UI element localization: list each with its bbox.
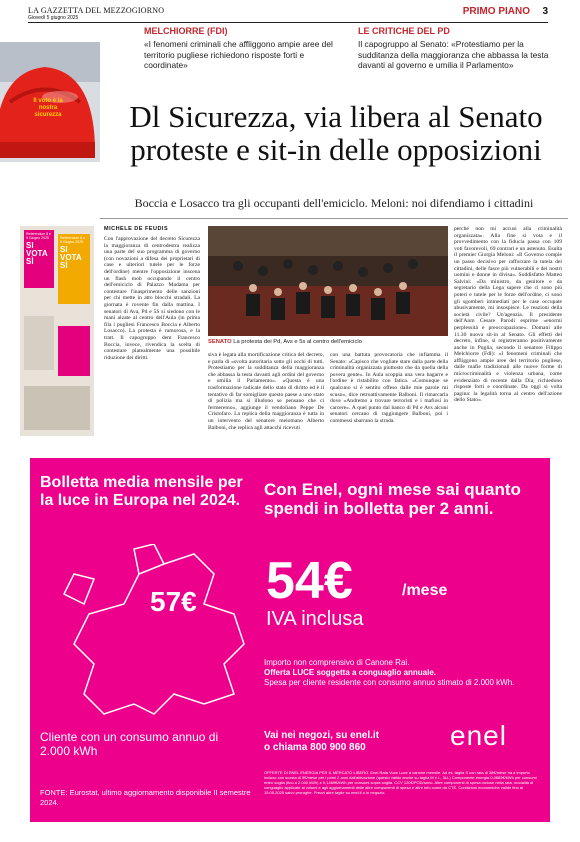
- headline-line-2: proteste e sit-in delle opposizioni: [130, 132, 542, 167]
- enel-price: 54€: [266, 552, 353, 610]
- issue-date: Giovedì 5 giugno 2025: [28, 15, 79, 21]
- article-column-3: con una battuta provocatoria che infiamma il Senato: «Capisco che vogliate stare dalla parte della criminalità organizzata piuttosto che da quella della povera gente». In Aula scoppia una vera bagarre e l'ordine è ristabilito con fatica. «Comunque se qualcuno si è sentito offeso dalle mie parole mi scuso», dice retroattivamente Balboni. Il rimarcarla dove «Andremo a trovare terroristi e i mafiosi in carcere». A quel punto dal banco di Pd e Avs alcuni senatori cercano di raggiungere Balboni, poi i commessi sbarrano la strada.: [330, 352, 448, 424]
- enel-advertisement: [30, 458, 550, 822]
- fine-print-2: Offerta LUCE soggetta a conguaglio annuale.: [264, 668, 437, 677]
- poster-pink: [58, 326, 90, 376]
- poster-bottom: [24, 386, 90, 430]
- cta-line-2: o chiama 800 900 860: [264, 742, 366, 753]
- poster: [58, 234, 90, 304]
- article-column-1: Con l'approvazione del decreto Sicurezza la maggioranza di centrodestra realizza una parte del suo programma di governo (con novazioni a difesa dei proprietari di case e ulteriori tutele per le forze dell'ordine) mentre l'opposizione inscena un flash mob occupando il centro dell'emiciclo di Palazzo Madama per contestare l'inasprimento delle sanzioni per chi mette in atto blocchi stradali. La giornata è rovente fin dalla mattina. I senatori di Ava, Pd e 5S si siedono con le mani alzate al centro dell'Aula (in prima fila i pugliesi Francesco Boccia e Alberto Losacco). La protesta è rumorosa, e la tratt. Il capogruppo dem Francesco Boccia, invece, rivendica la scelta di contestare platealmente una possibile riduzione dei diritti.: [104, 236, 200, 361]
- byline: MICHELE DE FEUDIS: [104, 226, 169, 232]
- article-column-2: siva è legata alla mortificazione critica del decreto, e parla di «svolta autoritaria sotto gli occhi di tutti. Protestiamo per la sudditanza della maggioranza che abbassa la testa davanti agli ordini del governo e umilia il Parlamento». «Questa è una trasformazione radicale dello stato di diritto ed è il tentativo di far somigliare questo paese a uno stato di polizia ma si illudono se pensano che ci fermeremo», aggiunge il vendoliano Peppe De Cristofaro. La replica della maggioranza è tutta in un intervento del senatore melomano Alberto Balboni, che replica agli attacchi ricevuti: [208, 352, 324, 431]
- article-column-4: perché non mi accusi alla criminalità organizzata». Alla fine si vota e il provvedimento con la fiducia passa con 109 voti favorevoli, 69 contrari e un astenuto. Esulta il premier Giorgia Meloni: «Il Governo compie un passo decisivo per rafforzare la tutela dei cittadini, delle fasce più vulnerabili e dei nostri uomini e donne in divisa». Soddisfatto Matteo Salvini: «Da ministro, da genitore e da segretario della Lega sapere che ci sono più poteri e tutele per le forze dell'ordine, ci sono gli sgomberi immediati per le case occupate abusivamente, mi insospisce. Le reazioni della società civile? Un'agenzia. Il presidente dell'Anm Cesare Parodi esprime «enormi perplessità e preoccupazione». Domani alle 11.30 nuova sit-in al Senato. Gli effetti del decreto, infine, si registreranno positivamente anche in Puglia, secondo il senatore Filippo Melchiorre (FdI): «I fenomeni criminali che affliggono ampie aree del territorio pugliese, dalle mafie tradizionali alle nuove forme di microcriminalità e violenza urbana, come evidenziato di recente dalla Dia, richiedono risposte forti e coordinate. Da oggi si volta pagina: la legalità torna al centro dell'azione dello Stato».: [454, 226, 562, 404]
- enel-logo: enel: [450, 720, 507, 751]
- ad-right-title: Con Enel, ogni mese sai quanto spendi in bolletta per 2 anni.: [264, 480, 521, 518]
- poster-big: SI VOTA SÌ: [60, 245, 82, 270]
- poster-blank: [24, 316, 54, 370]
- page-number: 3: [542, 6, 548, 17]
- quote-melchiorre: [144, 26, 342, 71]
- posters-photo: [20, 226, 94, 436]
- divider: [100, 218, 568, 219]
- helmet-slogan: Il voto è la nostra sicurezza: [33, 98, 63, 118]
- senate-photo: [208, 226, 448, 336]
- europe-price: 57€: [150, 586, 197, 617]
- newspaper-name: LA GAZZETTA DEL MEZZOGIORNO: [28, 6, 165, 15]
- per-month: /mese: [402, 582, 448, 599]
- ad-fine-print: [264, 658, 544, 688]
- section-label: PRIMO PIANO: [462, 6, 530, 17]
- ad-source: FONTE: Eurostat, ultimo aggiornamento disponibile II semestre 2024.: [40, 788, 251, 807]
- fine-print-1: Importo non comprensivo di Canone Rai.: [264, 658, 410, 667]
- masthead: [28, 6, 548, 23]
- quote-title: MELCHIORRE (FDI): [144, 26, 228, 36]
- quote-title: LE CRITICHE DEL PD: [358, 26, 450, 36]
- caption-text: La protesta dei Pd, Avs e 5s al centro dell'emiciclo: [233, 339, 362, 345]
- iva-label: IVA inclusa: [266, 608, 364, 630]
- poster-top: Referendum 8 e 9 Giugno 2025: [26, 232, 52, 240]
- caption-tag: SENATO: [208, 339, 232, 345]
- poster-big: SI VOTA SÌ: [26, 241, 48, 266]
- ad-cta: [264, 730, 464, 754]
- subheadline: Boccia e Losacco tra gli occupanti dell'emiciclo. Meloni: noi difendiamo i cittadini: [134, 196, 534, 210]
- europe-map-icon: [44, 544, 254, 724]
- photo-caption: [208, 339, 448, 345]
- headline: [106, 100, 566, 166]
- cta-line-1: Vai nei negozi, su enel.it: [264, 730, 380, 741]
- quote-text: «I fenomeni criminali che affliggono ampie aree del territorio pugliese richiedono risposte forti e coordinate»: [144, 39, 333, 70]
- quote-text: Il capogruppo al Senato: «Protestiamo per la sudditanza della maggioranza che abbassa la testa davanti al governo e umilia il Parlamento»: [358, 39, 549, 70]
- poster: [24, 230, 54, 288]
- ad-legal: OFFERTE DI ENEL ENERGIA PER IL MERCATO LIBERO. Enel Rata Voce Luce a canone mensile. Ad es. taglia S con rata di 38€/mese ha a importo incluso con scosta di 9€/mese per i primi 2 anni dall'attivazione (questo valido anche su taglia M e L, 3LL) Componente energia 0,0889€/kWh per consumi entro soglia (fino a 2.000 kWh) e 0,1469€/kWh per consumi sopra soglia. CCV 120€/POD/anno. Altre componenti di spesa incluse nella rata, modalità di conguaglio applicate ai volumi e agli aggiornamenti delle altre componenti di spesa e altre info come da CTE. Condizioni economiche valide fino al 15.05.2025 salvo proroghe. Prezzi altre taglie su enel.it o in negozio.: [264, 770, 537, 795]
- headline-line-1: Dl Sicurezza, via libera al Senato: [129, 99, 543, 134]
- poster-top: Referendum 8 e 9 Giugno 2025: [60, 236, 86, 244]
- quote-pd: [358, 26, 558, 71]
- ad-left-subtitle: Cliente con un consumo annuo di 2.000 kWh: [40, 730, 219, 758]
- fine-print-3: Spesa per cliente residente con consumo annuo stimato di 2.000 kWh.: [264, 678, 515, 687]
- helmet-photo: [0, 42, 100, 162]
- ad-left-title: Bolletta media mensile per la luce in Europa nel 2024.: [40, 474, 243, 509]
